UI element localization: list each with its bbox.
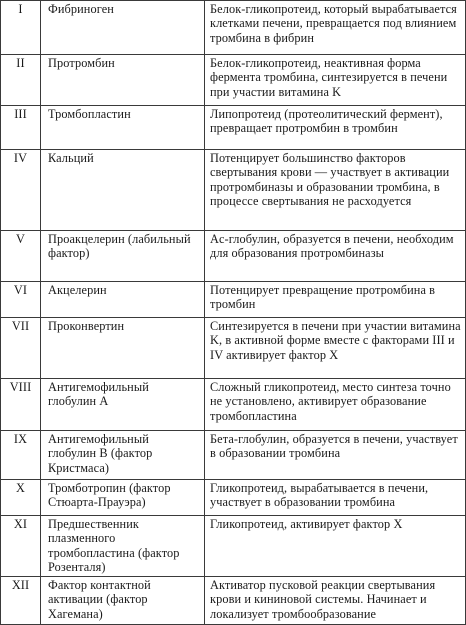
factor-description: Потенцирует превращение протромбина в тромбин: [205, 282, 466, 318]
factor-name: Тромбопластин: [41, 106, 205, 150]
factor-name: Проакцелерин (лабильный фактор): [41, 231, 205, 282]
table-row: [1, 1, 466, 55]
factor-number: XII: [1, 577, 41, 625]
factor-description: Белок-гликопротеид, неактивная форма фермента тромбина, синтезируется в печени при участии витамина K: [205, 55, 466, 106]
factor-description: Белок-гликопротеид, который вырабатывается клетками печени, превращается под влиянием тромбина в фибрин: [205, 1, 466, 55]
factor-number: IX: [1, 431, 41, 480]
table-row: [1, 431, 466, 480]
factor-description: Потенцирует большинство факторов свертывания крови — участвует в активации протромбиназы и образовании тромбина, в процессе свертывания не расходуется: [205, 150, 466, 231]
table-row: [1, 379, 466, 431]
factor-number: II: [1, 55, 41, 106]
factor-number: VIII: [1, 379, 41, 431]
table-row: [1, 516, 466, 577]
factor-number: VII: [1, 318, 41, 379]
factor-number: III: [1, 106, 41, 150]
factor-name: Антигемофильный глобулин B (фактор Кристмаса): [41, 431, 205, 480]
factor-name: Акцелерин: [41, 282, 205, 318]
table-row: [1, 318, 466, 379]
factor-description: Гликопротеид, вырабатывается в печени, участвует в образовании тромбина: [205, 480, 466, 516]
factor-number: XI: [1, 516, 41, 577]
factor-description: Ac-глобулин, образуется в печени, необходим для образования протромбиназы: [205, 231, 466, 282]
factor-number: I: [1, 1, 41, 55]
table-row: [1, 150, 466, 231]
table-row: [1, 282, 466, 318]
factor-description: Липопротеид (протеолитический фермент), превращает протромбин в тромбин: [205, 106, 466, 150]
factor-name: Тромботропин (фактор Стюарта-Прауэра): [41, 480, 205, 516]
factor-name: Предшественник плазменного тромбопластина (фактор Розенталя): [41, 516, 205, 577]
factor-description: Сложный гликопротеид, место синтеза точно не установлено, активирует образование тромбопластина: [205, 379, 466, 431]
factor-number: VI: [1, 282, 41, 318]
table-row: [1, 106, 466, 150]
factor-description: Бета-глобулин, образуется в печени, участвует в образовании тромбина: [205, 431, 466, 480]
factor-name: Фактор контактной активации (фактор Хагемана): [41, 577, 205, 625]
factor-number: IV: [1, 150, 41, 231]
table-row: [1, 231, 466, 282]
factor-number: X: [1, 480, 41, 516]
table-row: [1, 577, 466, 625]
table-row: [1, 480, 466, 516]
factor-name: Фибриноген: [41, 1, 205, 55]
factor-number: V: [1, 231, 41, 282]
factor-name: Протромбин: [41, 55, 205, 106]
factor-name: Антигемофильный глобулин A: [41, 379, 205, 431]
factor-description: Синтезируется в печени при участии витамина K, в активной форме вместе с факторами III и IV активирует фактор X: [205, 318, 466, 379]
factor-description: Гликопротеид, активирует фактор X: [205, 516, 466, 577]
factor-description: Активатор пусковой реакции свертывания крови и кининовой системы. Начинает и локализует тромбообразование: [205, 577, 466, 625]
factor-name: Проконвертин: [41, 318, 205, 379]
factor-name: Кальций: [41, 150, 205, 231]
table-row: [1, 55, 466, 106]
